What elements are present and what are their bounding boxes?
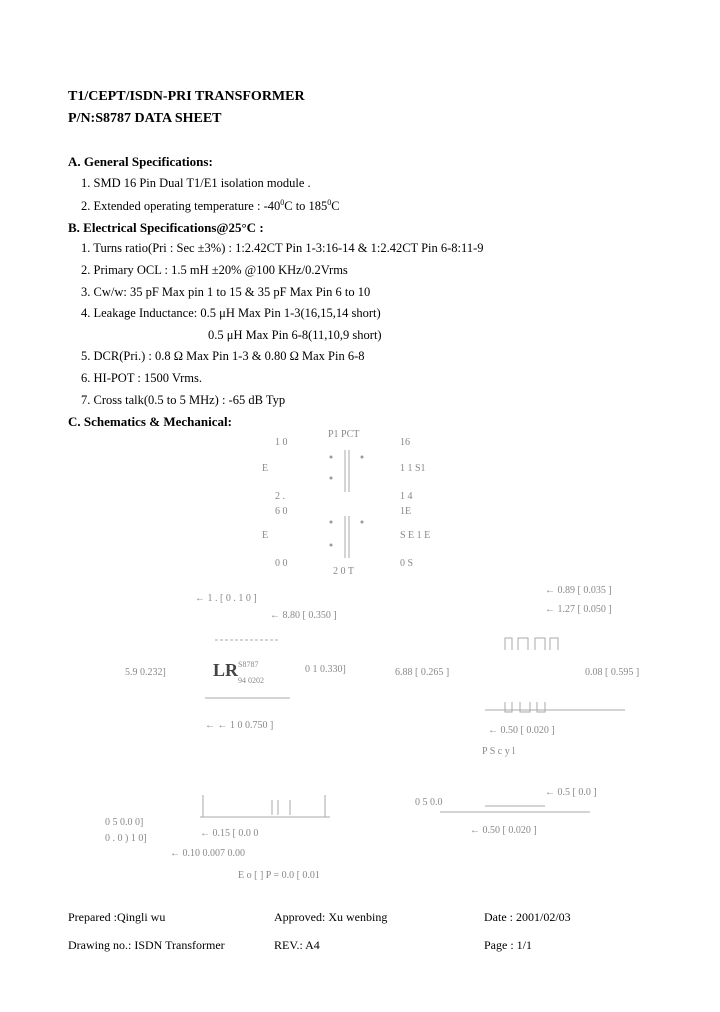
dim-label-1: ← 1 . [ 0 . 1 0 ] [195,593,257,604]
drawing-number: Drawing no.: ISDN Transformer [68,938,225,952]
dim-label-2: ← 8.80 [ 0.350 ] [270,610,337,621]
prepared-by: Prepared :Qingli wu [68,910,166,924]
sch-pin-8: 0 0 [275,558,288,569]
dim-label-14: 0 . 0 ) 1 0] [105,833,147,844]
page-number: Page : 1/1 [484,938,532,952]
sch-pin-2: 2 . [275,491,285,502]
dim-label-16: ← 0.10 0.007 0.00 [170,848,245,859]
part-number-title: P/N:S8787 DATA SHEET [68,111,222,126]
dim-label-10: ← 0.50 [ 0.020 ] [488,725,555,736]
dim-label-7: 6.88 [ 0.265 ] [395,667,450,678]
sch-pin-11: 1E [400,506,412,517]
general-item-1: 1. SMD 16 Pin Dual T1/E1 isolation module . [81,176,311,190]
dim-label-8: 0.08 [ 0.595 ] [585,667,640,678]
general-specs-heading: A. General Specifications: [68,154,213,169]
electrical-item-5: 5. DCR(Pri.) : 0.8 Ω Max Pin 1-3 & 0.80 Ω Max Pin 6-8 [81,349,365,363]
approved-by: Approved: Xu wenbing [274,910,388,924]
electrical-item-2: 2. Primary OCL : 1.5 mH ±20% @100 KHz/0.2Vrms [81,263,348,277]
dim-label-11: P S c y l [482,746,515,757]
sch-pin-1: 1 0 [275,437,288,448]
sch-label-r1: 1 1 S1 [400,463,426,474]
dim-label-4: ← 1.27 [ 0.050 ] [545,604,612,615]
document-title: T1/CEPT/ISDN-PRI TRANSFORMER [68,89,305,104]
dim-label-12: ← 0.5 [ 0.0 ] [545,787,597,798]
dim-label-15: ← 0.15 [ 0.0 0 [200,828,259,839]
sch-pin-9: 0 S [400,558,414,569]
sch-label-r2: S E 1 E [400,530,431,541]
electrical-item-6: 6. HI-POT : 1500 Vrms. [81,371,203,385]
dim-label-19: E o [ ] P = 0.0 [ 0.01 [238,870,320,881]
dim-label-17: 0 5 0.0 [415,797,443,808]
electrical-specs-heading: B. Electrical Specifications@25°C : [68,220,264,235]
dim-label-18: ← 0.50 [ 0.020 ] [470,825,537,836]
dim-label-13: 0 5 0.0 0] [105,817,144,828]
chip-marking-1: S8787 [238,660,259,669]
sch-label-e2: E [262,530,269,541]
sch-pin-16: 16 [400,437,410,448]
electrical-item-7: 7. Cross talk(0.5 to 5 MHz) : -65 dB Typ [81,393,286,407]
dim-label-9: ← ← 1 0 0.750 ] [205,720,274,731]
schematics-heading: C. Schematics & Mechanical: [68,414,232,429]
revision: REV.: A4 [274,938,320,952]
dim-label-5: 5.9 0.232] [125,667,166,678]
electrical-item-4: 4. Leakage Inductance: 0.5 μH Max Pin 1-3(16,15,14 short) [81,306,381,320]
electrical-item-1: 1. Turns ratio(Pri : Sec ±3%) : 1:2.42CT Pin 1-3:16-14 & 1:2.42CT Pin 6-8:11-9 [81,241,484,255]
date: Date : 2001/02/03 [484,910,571,924]
general-item-2: 2. Extended operating temperature : $-40^0C$ to $185^0C$ [81,198,340,214]
logo: LR [213,660,239,680]
dim-label-6: 0 1 0.330] [305,664,346,675]
sch-pin-6: 6 0 [275,506,288,517]
electrical-item-4-cont: 0.5 μH Max Pin 6-8(11,10,9 short) [208,328,382,342]
electrical-item-3: 3. Cw/w: 35 pF Max pin 1 to 15 & 35 pF Max Pin 6 to 10 [81,285,371,299]
sch-label-bot: 2 0 T [333,566,354,577]
chip-marking-2: 94 0202 [238,676,264,685]
sch-pin-14: 1 4 [400,491,413,502]
dim-label-3: ← 0.89 [ 0.035 ] [545,585,612,596]
sch-label-e1: E [262,463,269,474]
sch-label-top: P1 PCT [328,429,360,440]
